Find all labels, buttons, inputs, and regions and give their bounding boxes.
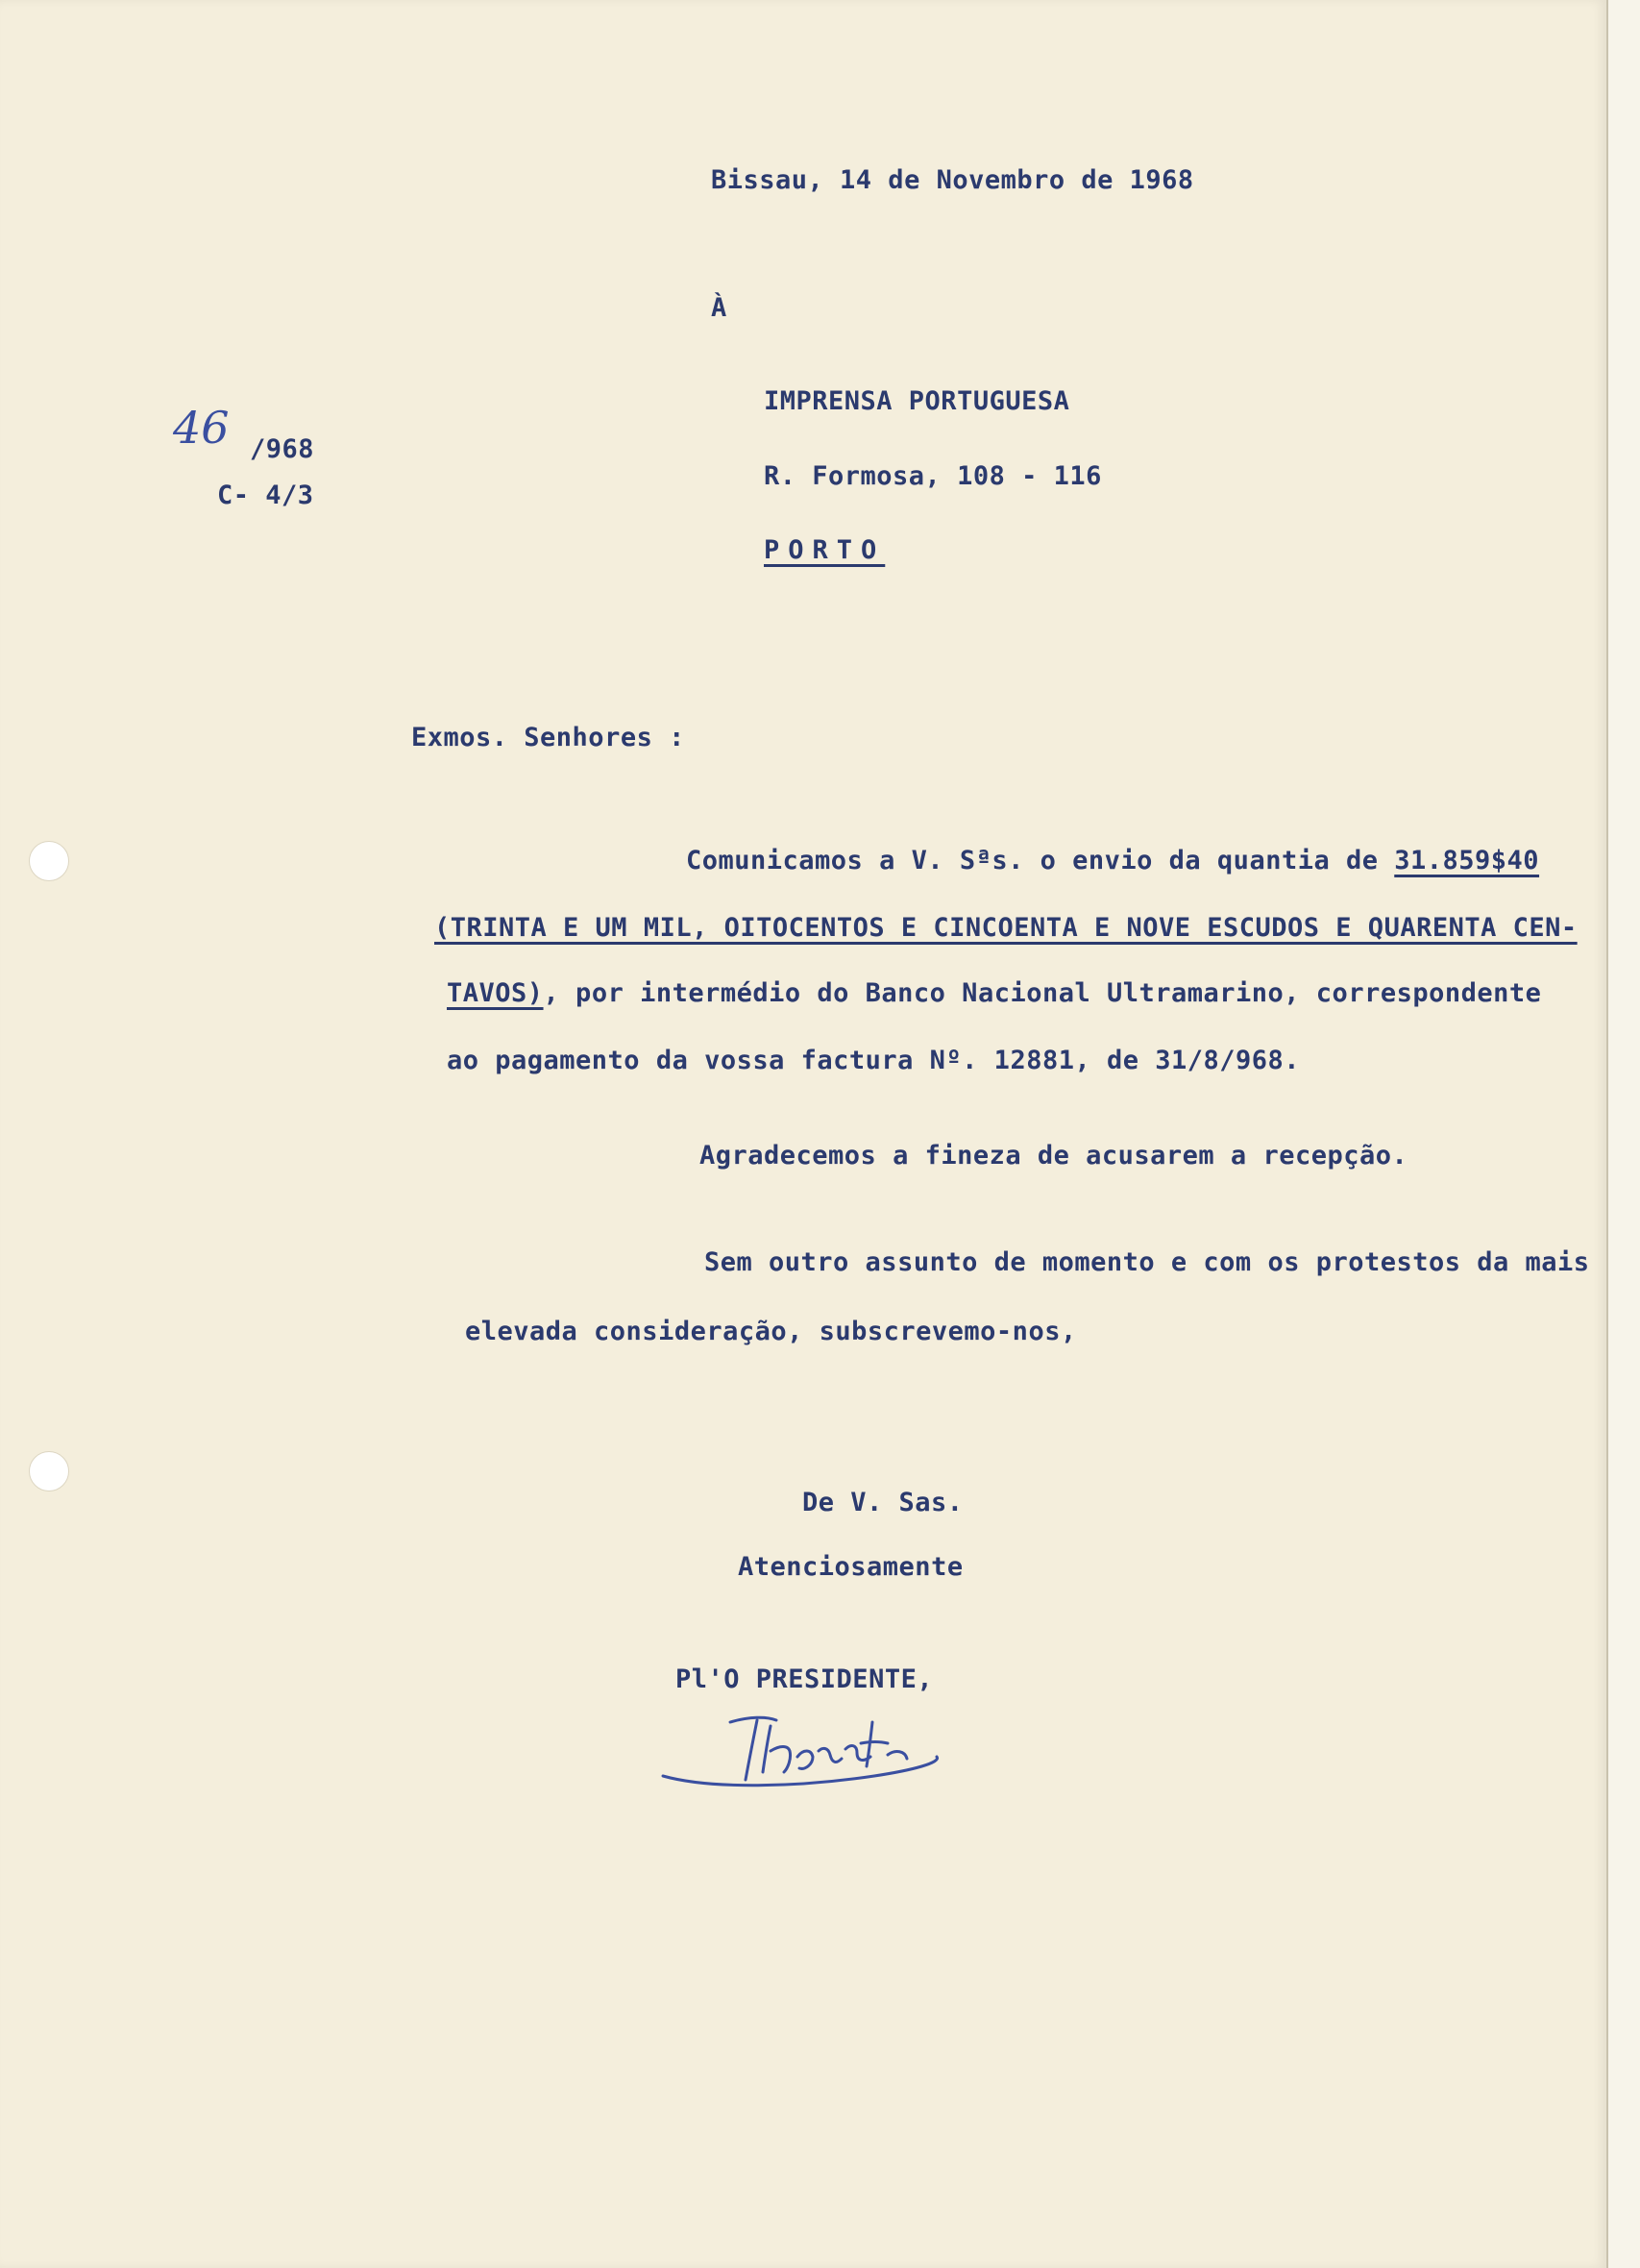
closing-line-1: Sem outro assunto de momento e com os protestos da mais [704, 1247, 1590, 1277]
body-line-1 [686, 846, 1539, 875]
to-prefix: À [711, 293, 727, 323]
amount-in-words: (TRINTA E UM MIL, OITOCENTOS E CINCOENTA E NOVE ESCUDOS E QUARENTA CEN- [434, 913, 1578, 943]
page-edge [1606, 0, 1640, 2268]
ref-code: C- 4/3 [217, 481, 314, 510]
amount-figure: 31.859$40 [1394, 846, 1540, 875]
body-line-3 [447, 978, 1541, 1008]
salutation: Exmos. Senhores : [411, 723, 685, 752]
body-line-1-text: Comunicamos a V. Sªs. o envio da quantia de [686, 846, 1395, 875]
amount-in-words-end: TAVOS) [447, 978, 544, 1008]
date-line: Bissau, 14 de Novembro de 1968 [711, 165, 1194, 195]
ref-handwritten-number: 46 [173, 402, 230, 454]
recipient-name: IMPRENSA PORTUGUESA [764, 386, 1070, 416]
body-line-2 [434, 913, 1578, 943]
body-line-4: ao pagamento da vossa factura Nº. 12881, de 31/8/968. [447, 1046, 1301, 1075]
valediction-1: De V. Sas. [802, 1488, 964, 1517]
recipient-city [764, 535, 885, 565]
recipient-street: R. Formosa, 108 - 116 [764, 461, 1102, 491]
handwritten-signature [653, 1701, 961, 1807]
body-line-3-text: , por intermédio do Banco Nacional Ultramarino, correspondente [543, 978, 1542, 1008]
punch-hole-top [29, 841, 69, 881]
ref-year: /968 [250, 434, 315, 464]
recipient-city-text: PORTO [764, 535, 886, 565]
closing-line-2: elevada consideração, subscrevemo-nos, [465, 1317, 1077, 1346]
valediction-2: Atenciosamente [738, 1552, 964, 1582]
signatory-title: Pl'O PRESIDENTE, [675, 1664, 934, 1694]
punch-hole-bottom [29, 1451, 69, 1491]
thanks-line: Agradecemos a fineza de acusarem a recepção. [699, 1141, 1408, 1171]
